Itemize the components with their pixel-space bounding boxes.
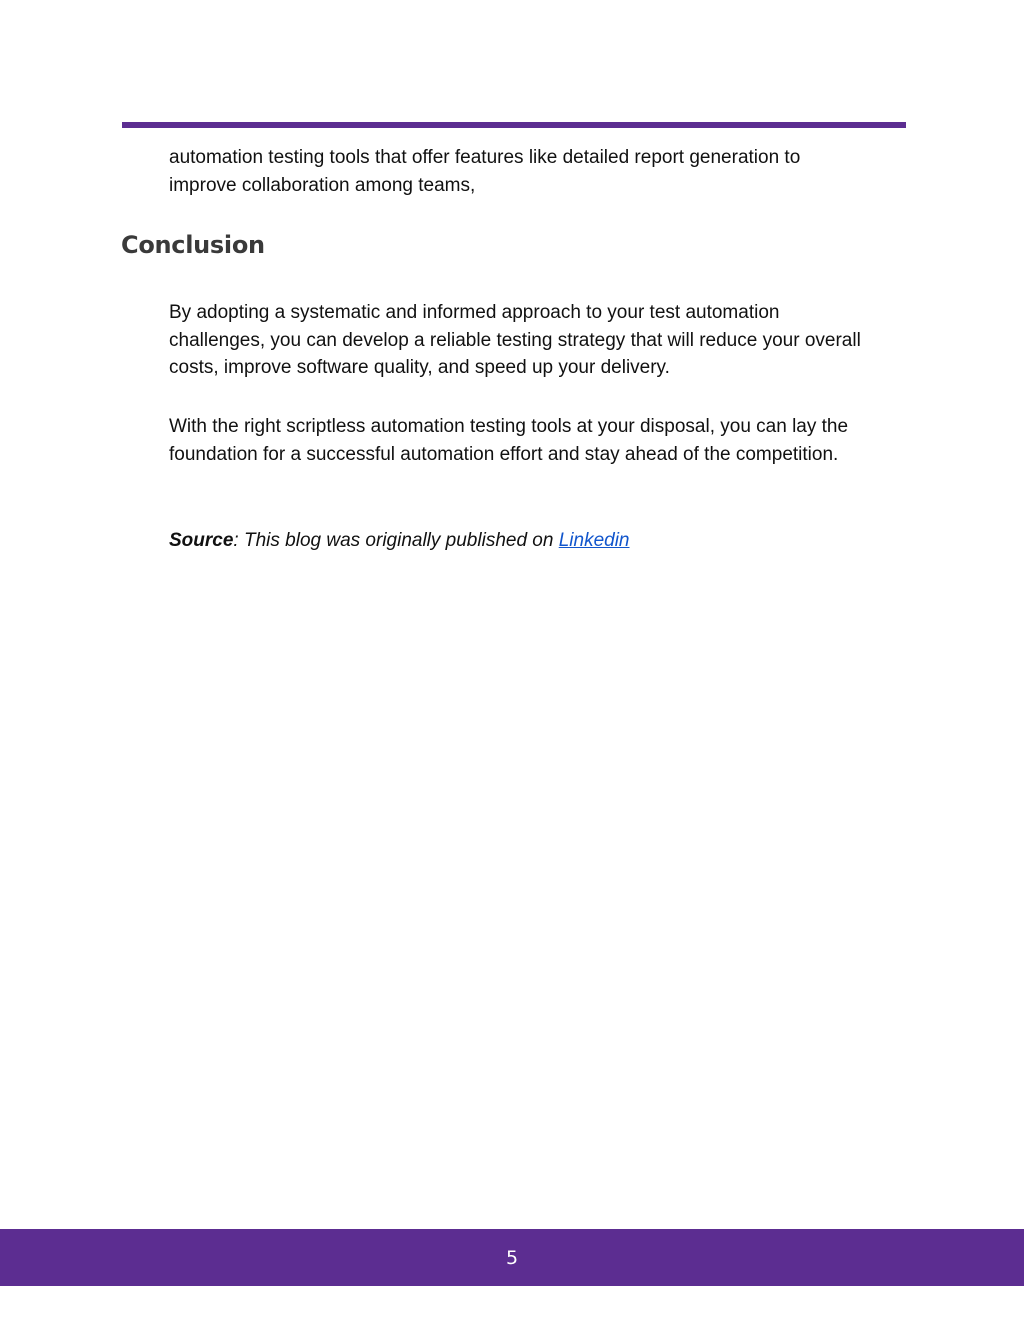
footer-band — [0, 1229, 1024, 1286]
source-label: Source — [169, 530, 234, 551]
conclusion-paragraph-2: With the right scriptless automation testing tools at your disposal, you can lay the foundation for a successful automation effort and stay ahead of the competition. — [169, 416, 849, 465]
linkedin-link[interactable]: Linkedin — [558, 530, 630, 551]
source-text: : This blog was originally published on — [233, 530, 559, 551]
conclusion-paragraph-1: By adopting a systematic and informed approach to your test automation challenges, you can develop a reliable testing strategy that will reduce your overall costs, improve software quality, and speed up your delivery. — [169, 302, 861, 378]
page-number: 5 — [505, 1246, 519, 1269]
continued-paragraph: automation testing tools that offer features like detailed report generation to improve collaboration among teams, — [169, 147, 801, 196]
section-heading-conclusion: Conclusion — [121, 231, 265, 259]
top-divider-bar — [122, 122, 906, 128]
source-line — [169, 527, 869, 555]
